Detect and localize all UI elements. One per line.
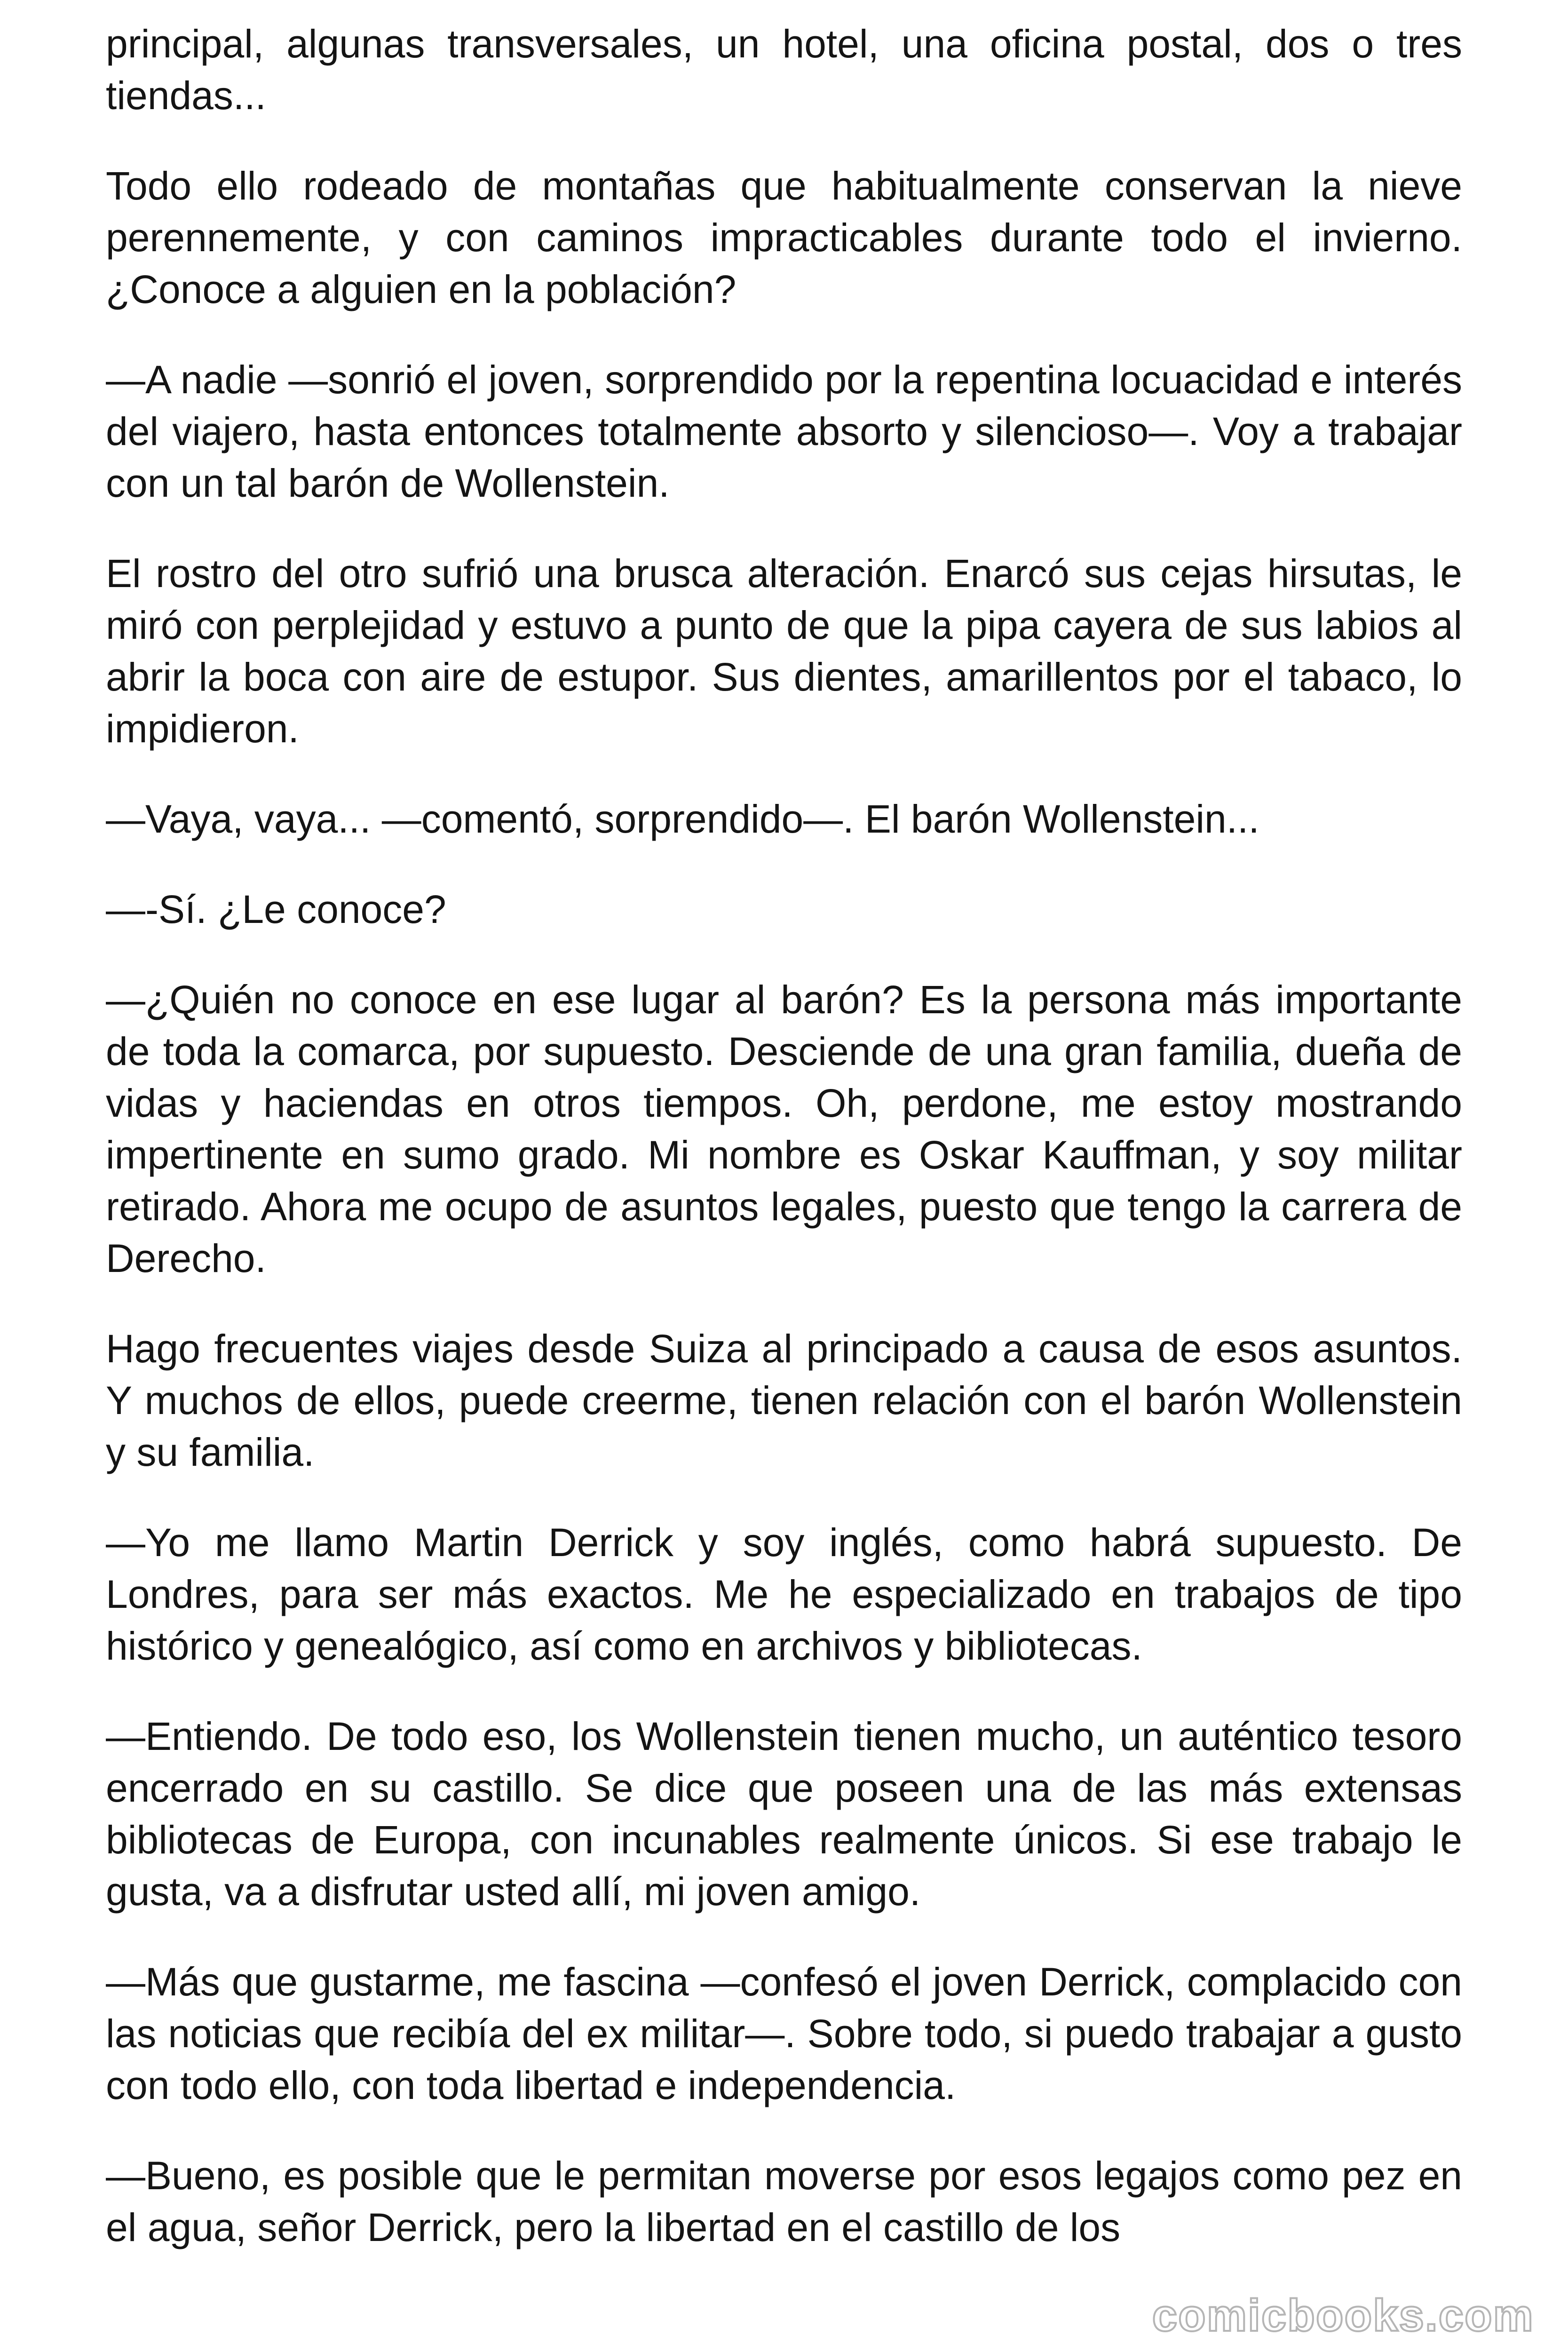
- paragraph: principal, algunas transversales, un hotel, una oficina postal, dos o tres tiendas...: [106, 22, 1462, 118]
- watermark-logo: comicbooks.com: [1152, 2290, 1534, 2341]
- paragraph: Hago frecuentes viajes desde Suiza al principado a causa de esos asuntos. Y muchos de ellos, puede creerme, tienen relación con el barón Wollenstein y su familia.: [106, 1327, 1462, 1474]
- paragraph: —Más que gustarme, me fascina —confesó el joven Derrick, complacido con las noticias que recibía del ex militar—. Sobre todo, si puedo trabajar a gusto con todo ello, con toda libertad e independencia.: [106, 1960, 1462, 2107]
- document-page: [106, 18, 1462, 2253]
- paragraph: —¿Quién no conoce en ese lugar al barón? Es la persona más importante de toda la comarca, por supuesto. Desciende de una gran familia, dueña de vidas y haciendas en otros tiempos. Oh, perdone, me estoy mostrando impertinente en sumo grado. Mi nombre es Oskar Kauffman, y soy militar retirado. Ahora me ocupo de asuntos legales, puesto que tengo la carrera de Derecho.: [106, 977, 1462, 1280]
- paragraph: —Vaya, vaya... —comentó, sorprendido—. El barón Wollenstein...: [106, 797, 1259, 841]
- paragraph: Todo ello rodeado de montañas que habitualmente conservan la nieve perennemente, y con caminos impracticables durante todo el invierno. ¿Conoce a alguien en la población?: [106, 164, 1462, 311]
- paragraph: —A nadie —sonrió el joven, sorprendido por la repentina locuacidad e interés del viajero, hasta entonces totalmente absorto y silencioso—. Voy a trabajar con un tal barón de Wollenstein.: [106, 358, 1462, 505]
- paragraph: —Yo me llamo Martin Derrick y soy inglés, como habrá supuesto. De Londres, para ser más exactos. Me he especializado en trabajos de tipo histórico y genealógico, así como en archivos y bibliotecas.: [106, 1520, 1462, 1668]
- paragraph: —Entiendo. De todo eso, los Wollenstein tienen mucho, un auténtico tesoro encerrado en su castillo. Se dice que poseen una de las más extensas bibliotecas de Europa, con incunables realmente únicos. Si ese trabajo le gusta, va a disfrutar usted allí, mi joven amigo.: [106, 1714, 1462, 1914]
- paragraph: El rostro del otro sufrió una brusca alteración. Enarcó sus cejas hirsutas, le miró con perplejidad y estuvo a punto de que la pipa cayera de sus labios al abrir la boca con aire de estupor. Sus dientes, amarillentos por el tabaco, lo impidieron.: [106, 551, 1462, 751]
- paragraph: —-Sí. ¿Le conoce?: [106, 887, 446, 931]
- paragraph: —Bueno, es posible que le permitan moverse por esos legajos como pez en el agua, señor Derrick, pero la libertad en el castillo de los: [106, 2153, 1462, 2249]
